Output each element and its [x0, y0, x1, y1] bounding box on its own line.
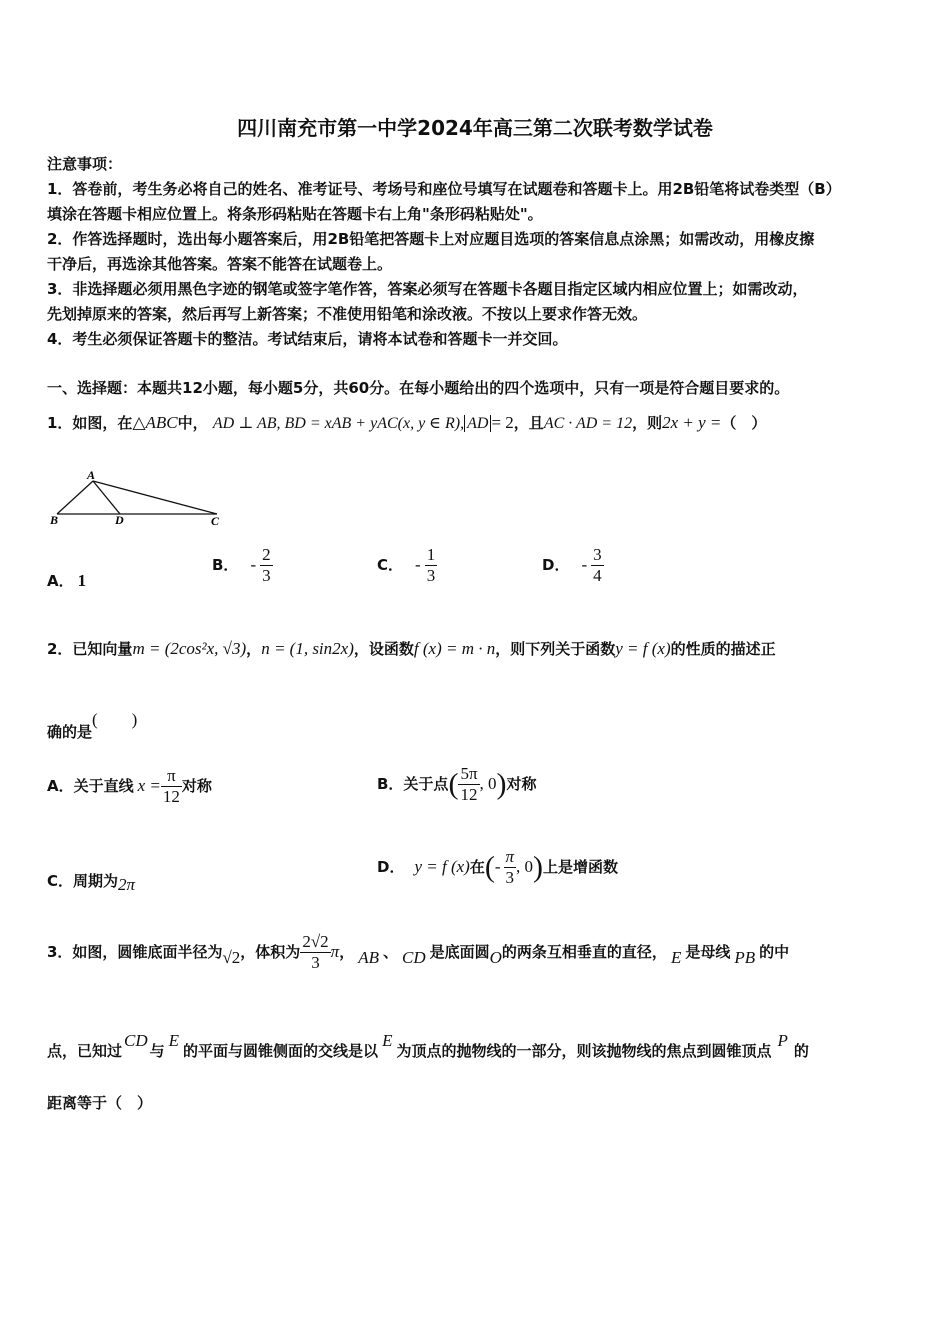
notice-line: 干净后，再选涂其他答案。答案不能答在试题卷上。	[47, 255, 393, 273]
notice-line: 4．考生必须保证答题卡的整洁。考试结束后，请将本试卷和答题卡一并交回。	[47, 330, 568, 348]
fraction: $\frac{\pi}{12}$	[162, 766, 180, 806]
fraction: $\frac{5\pi}{12}$	[460, 764, 478, 804]
side-ba	[57, 481, 93, 514]
q1-dot-product: AC · AD = 12	[543, 415, 633, 432]
vertex-c-label: C	[211, 514, 220, 528]
fraction: $\frac{2√2}{3}$	[302, 932, 329, 972]
fraction: $\frac{3}{4}$	[593, 545, 602, 585]
vertex-b-label: B	[50, 513, 59, 527]
side-ac	[93, 481, 217, 514]
question-2: 2．已知向量m = (2cos²x, √3)，n = (1, sin2x)，设函数f (x) = m · n，则下列关于函数y = f (x)的性质的描述正	[47, 639, 776, 658]
notice-line: 1．答卷前，考生务必将自己的姓名、准考证号、考场号和座位号填写在试题卷和答题卡上。用2B铅笔将试卷类型（B）	[47, 180, 841, 198]
question-2-line2: 确的是( )	[47, 710, 138, 741]
option-c: C． - $\frac{1}{3}$	[377, 545, 436, 585]
fraction: $\frac{\pi}{3}$	[505, 847, 515, 887]
option-d: D． y = f (x)在(- $\frac{\pi}{3}$ , 0)上是增函数	[377, 847, 619, 887]
option-d: D． - $\frac{3}{4}$	[542, 545, 602, 585]
fraction: $\frac{2}{3}$	[262, 545, 271, 585]
notice-heading: 注意事项：	[47, 155, 123, 173]
triangle-figure	[45, 464, 230, 530]
option-b: B． - $\frac{2}{3}$	[212, 545, 271, 585]
question-1: 1．如图，在△ABC中， AD ⊥ AB, BD = xAB + yAC(x, y ∈ R), AD = 2，且AC · AD = 12，则2x + y =（ ）	[47, 413, 767, 432]
function-f: f (x) = m · n	[413, 639, 496, 658]
radius-value: √2	[222, 948, 241, 967]
option-c: C．周期为2π	[47, 872, 136, 894]
q1-condition: AD ⊥ AB, BD = xAB + yAC(x, y ∈ R),	[212, 415, 465, 432]
q1-abs-ad: AD	[464, 415, 491, 432]
function-y: y = f (x)	[615, 639, 671, 658]
notice-line: 2．作答选择题时，选出每小题答案后，用2B铅笔把答题卡上对应题目选项的答案信息点涂黑；如需改动，用橡皮擦	[47, 230, 815, 248]
notice-line: 先划掉原来的答案，然后再写上新答案；不准使用铅笔和涂改液。不按以上要求作答无效。	[47, 305, 648, 323]
option-a: A．关于直线 x = $\frac{\pi}{12}$ 对称	[47, 766, 212, 806]
triangle-label: △ABC	[132, 413, 178, 432]
question-3-line3: 距离等于（ ）	[47, 1094, 153, 1112]
notice-line: 3．非选择题必须用黑色字迹的钢笔或签字笔作答，答案必须写在答题卡各题目指定区域内相应位置上；如需改动，	[47, 280, 808, 298]
notice-line: 填涂在答题卡相应位置上。将条形码粘贴在答题卡右上角"条形码粘贴处"。	[47, 205, 543, 223]
point-d-label: D	[115, 513, 124, 527]
page-title: 四川南充市第一中学2024年高三第二次联考数学试卷	[237, 116, 713, 140]
option-a: A． 1	[47, 571, 87, 590]
segment-ad	[93, 481, 120, 514]
vertex-a-label: A	[87, 468, 96, 482]
vector-n: n = (1, sin2x)	[261, 639, 354, 658]
vector-m: m = (2cos²x, √3)	[132, 639, 247, 658]
question-3-line2: 点，已知过CD与E的平面与圆锥侧面的交线是以E为顶点的抛物线的一部分，则该抛物线的焦点到圆锥顶点P的	[47, 1031, 809, 1060]
question-3: 3．如图，圆锥底面半径为√2，体积为 $\frac{2√2}{3}$ π， AB 、 CD 是底面圆O的两条互相垂直的直径， E 是母线 PB 的中	[47, 932, 790, 972]
section-heading: 一、选择题：本题共12小题，每小题5分，共60分。在每小题给出的四个选项中，只有一项是符合题目要求的。	[47, 379, 790, 397]
fraction: $\frac{1}{3}$	[426, 545, 436, 585]
option-b: B．关于点( $\frac{5\pi}{12}$ , 0)对称	[377, 764, 537, 804]
q1-ask: 2x + y =	[662, 413, 722, 432]
